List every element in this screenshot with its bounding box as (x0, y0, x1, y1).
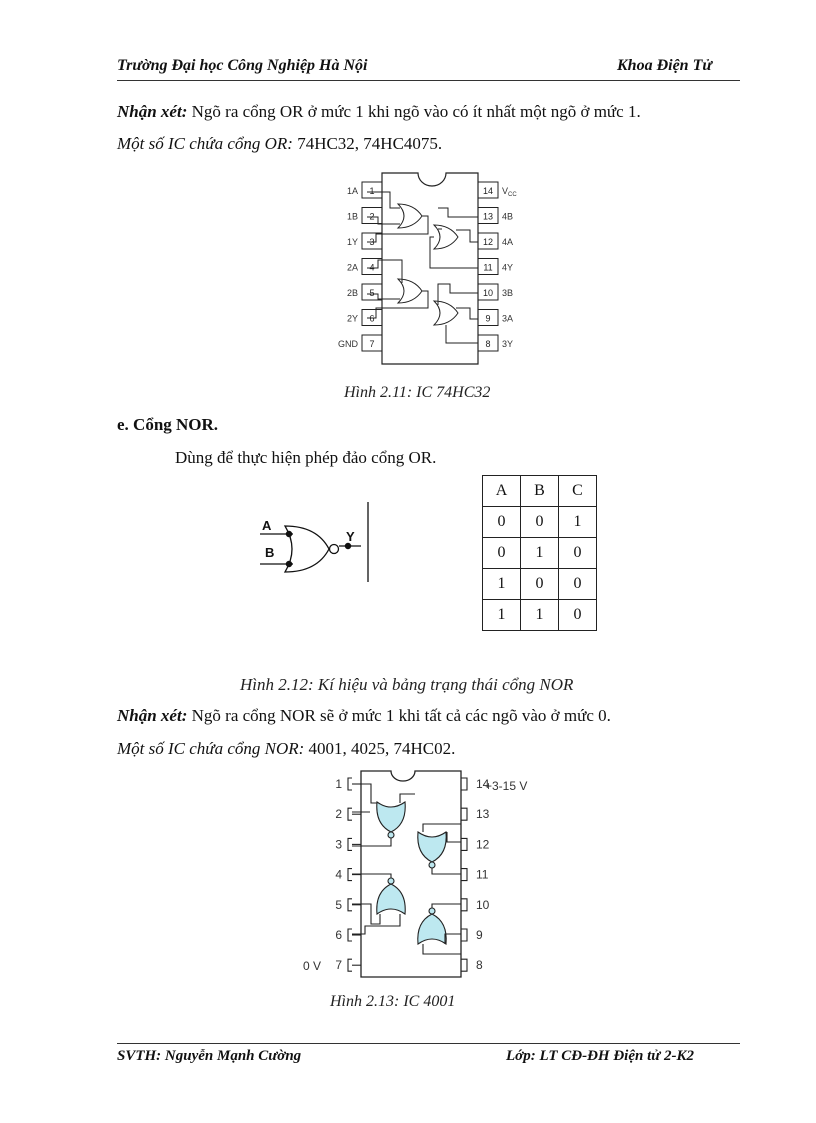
truth-header-c: C (559, 476, 597, 507)
pin-tab (461, 778, 467, 790)
figure-2-12-caption: Hình 2.12: Kí hiệu và bảng trạng thái cổng NOR (240, 675, 574, 694)
pin-tab (348, 808, 352, 820)
label-a: A (262, 518, 272, 533)
or-remark (117, 102, 641, 122)
pin-number: 12 (482, 237, 494, 247)
pin-number: 13 (476, 807, 490, 822)
table-row (483, 507, 597, 538)
nor-gate-symbol (255, 500, 385, 585)
pin-number: 5 (369, 288, 375, 298)
pin-number: 10 (482, 288, 494, 298)
pin-number: 1 (335, 777, 342, 791)
nor-truth-table (482, 475, 597, 631)
pin-number: 4 (369, 262, 375, 273)
pin-tab (348, 838, 352, 850)
pin-label: 2Y (346, 313, 358, 324)
pin-number: 3 (335, 837, 342, 852)
pin-label: 3A (502, 313, 514, 324)
truth-cell: 1 (483, 600, 521, 631)
nor-ics-text: 4001, 4025, 74HC02. (304, 739, 456, 758)
ic-4001-diagram (295, 768, 560, 983)
table-row (483, 538, 597, 569)
footer-student: SVTH: Nguyễn Mạnh Cường (117, 1048, 302, 1064)
pin-number: 8 (476, 958, 483, 973)
pin-tab (461, 929, 467, 941)
pin-number: 3 (369, 237, 375, 247)
truth-cell: 0 (559, 569, 597, 600)
or-gate-1 (367, 192, 428, 242)
nor-ics-label: Một số IC chứa cổng NOR: (117, 739, 305, 758)
nor-remark-text: Ngõ ra cổng NOR sẽ ở mức 1 khi tất cả các ngõ vào ở mức 0. (187, 706, 611, 725)
footer-rule (117, 1043, 740, 1044)
pin-label: 1Y (346, 237, 358, 247)
or-gate-2 (367, 260, 428, 318)
pin-tab (461, 808, 467, 820)
truth-cell: 0 (521, 507, 559, 538)
pin-tab (348, 929, 352, 941)
pin-label: 4Y (502, 262, 514, 273)
pin-number: 11 (476, 867, 489, 882)
or-gate-4 (434, 284, 478, 343)
pin-label: 2B (346, 288, 358, 298)
table-row (483, 569, 597, 600)
pin-label: GND (338, 339, 358, 349)
header-faculty: Khoa Điện Tử (617, 57, 712, 74)
left-pin-group (335, 777, 361, 972)
label-y: Y (346, 529, 355, 544)
figure-2-11-caption: Hình 2.11: IC 74HC32 (344, 384, 491, 401)
pin-tab (348, 778, 352, 790)
pin-number: 12 (476, 837, 490, 852)
truth-cell: 0 (559, 538, 597, 569)
label-b: B (265, 545, 275, 560)
pin-label: 2A (346, 262, 358, 273)
pin-number: 2 (369, 211, 375, 222)
pin-number: 11 (483, 262, 493, 273)
pin-label: 3Y (502, 339, 514, 349)
left-pin-group (338, 182, 382, 351)
pin-number: 2 (335, 807, 342, 822)
nor-remark (117, 706, 611, 726)
pin-label: 3B (502, 288, 514, 298)
pin-tab (348, 959, 352, 971)
pin-number: 6 (335, 928, 342, 942)
table-row (483, 600, 597, 631)
truth-cell: 1 (521, 538, 559, 569)
pin-number: 14 (482, 186, 494, 196)
pin-number: 9 (476, 928, 483, 942)
pin-label: $V_{CC}$ (502, 186, 517, 198)
nor-bubble (330, 545, 339, 554)
nor-gate-4 (418, 904, 461, 954)
header-rule (117, 80, 740, 81)
truth-cell: 1 (483, 569, 521, 600)
pin-tab (461, 869, 467, 881)
pin-number: 9 (485, 313, 491, 324)
header-school: Trường Đại học Công Nghiệp Hà Nội (117, 57, 368, 74)
truth-cell: 1 (559, 507, 597, 538)
pin-number: 10 (476, 897, 490, 912)
or-remark-label: Nhận xét: (117, 102, 188, 121)
footer-class: Lớp: LT CĐ-ĐH Điện tử 2-K2 (506, 1048, 694, 1064)
nor-gate-2 (418, 824, 461, 874)
pin-number: 5 (335, 897, 342, 912)
truth-cell: 1 (521, 600, 559, 631)
truth-cell: 0 (483, 507, 521, 538)
right-pin-group (461, 777, 490, 972)
nor-gate-3 (352, 874, 405, 934)
pin-tab (461, 838, 467, 850)
figure-2-13-caption: Hình 2.13: IC 4001 (330, 993, 456, 1010)
or-ics-label: Một số IC chứa cổng OR: (117, 134, 293, 153)
pin-number: 8 (485, 339, 491, 349)
truth-table-header-row (483, 476, 597, 507)
pin-tab (461, 899, 467, 911)
truth-header-b: B (521, 476, 559, 507)
truth-header-a: A (483, 476, 521, 507)
nor-heading: e. Cổng NOR. (117, 415, 219, 434)
pin-label: 1B (346, 211, 358, 222)
pin-number: 13 (482, 211, 494, 222)
pin-number: 4 (335, 867, 342, 882)
pin-number: 1 (369, 186, 375, 196)
right-pin-group (478, 182, 517, 351)
nor-ics (117, 739, 455, 759)
pin-label: 4B (502, 211, 514, 222)
or-gate-3 (430, 208, 478, 268)
pin-number: 7 (335, 958, 342, 973)
pin-number: 6 (369, 313, 375, 324)
or-remark-text: Ngõ ra cổng OR ở mức 1 khi ngõ vào có ít nhất một ngõ ở mức 1. (187, 102, 641, 121)
or-ics (117, 134, 442, 154)
output-node (345, 543, 350, 548)
pin-label: 4A (502, 237, 514, 247)
pin-tab (348, 869, 352, 881)
pin-number: 14 (476, 777, 490, 791)
ic-74hc32-diagram (330, 168, 530, 368)
pin-number: 7 (369, 339, 375, 349)
pin-tab (461, 959, 467, 971)
nor-remark-label: Nhận xét: (117, 706, 188, 725)
truth-cell: 0 (559, 600, 597, 631)
nor-description: Dùng để thực hiện phép đảo cổng OR. (175, 448, 437, 467)
truth-cell: 0 (521, 569, 559, 600)
truth-cell: 0 (483, 538, 521, 569)
supply-label: +3-15 V (485, 779, 528, 793)
pin-tab (348, 899, 352, 911)
ground-label: 0 V (303, 959, 322, 973)
pin-label: 1A (346, 186, 358, 196)
or-ics-text: 74HC32, 74HC4075. (292, 134, 443, 153)
